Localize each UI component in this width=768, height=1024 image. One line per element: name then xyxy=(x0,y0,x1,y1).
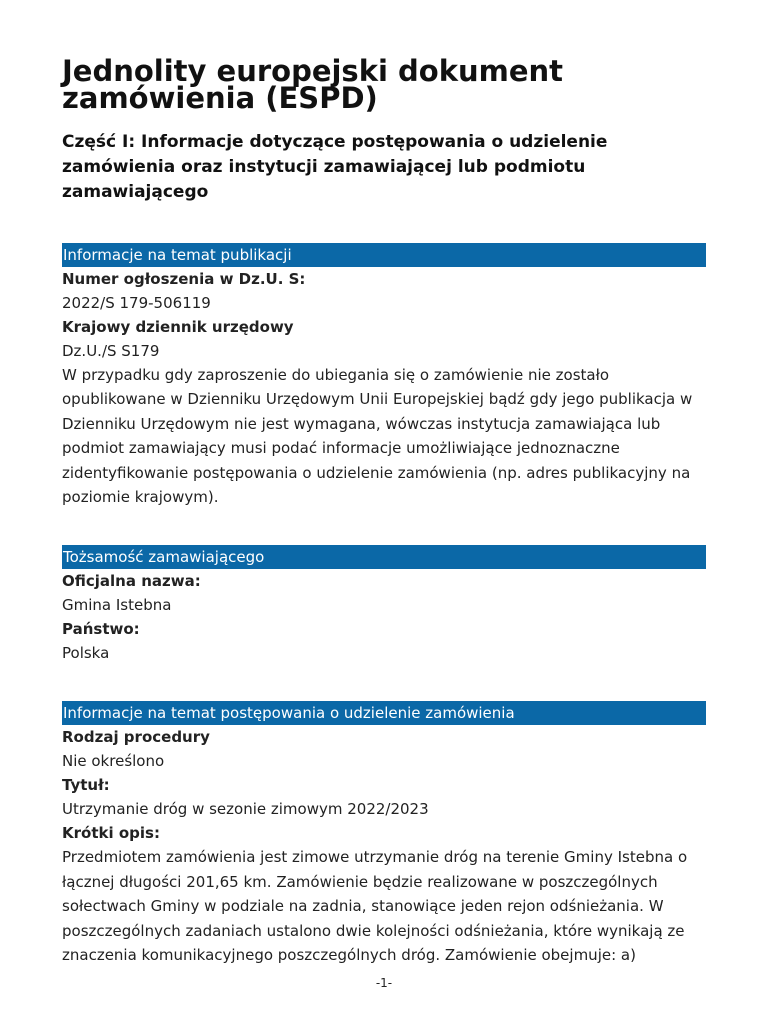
procedure-type-label: Rodzaj procedury xyxy=(62,728,210,747)
page-number: -1- xyxy=(375,976,393,990)
national-journal-label: Krajowy dziennik urzędowy xyxy=(62,318,294,336)
procedure-title-value: Utrzymanie dróg w sezonie zimowym 2022/2023 xyxy=(62,800,429,819)
official-name-label: Oficjalna nazwa: xyxy=(62,572,201,591)
document-title: Jednolity europejski dokument zamówienia (ESPD) xyxy=(62,54,564,115)
notice-number-value: 2022/S 179-506119 xyxy=(62,294,211,312)
short-description-value: Przedmiotem zamówienia jest zimowe utrzymanie dróg na terenie Gminy Istebna o łącznej długości 201,65 km. Zamówienie będzie realizowane w poszczególnych sołectwach Gminy w podziale na zadnia, stanowiące jeden rejon odśnieżania. W poszczególnych zadaniach ustalono dwie kolejności odśnieżania, które wynikają ze znaczenia komunikacyjnego poszczególnych dróg. Zamówienie obejmuje: a) xyxy=(62,848,688,965)
official-name-value: Gmina Istebna xyxy=(62,596,172,615)
procedure-title-label: Tytuł: xyxy=(62,776,110,795)
procedure-section xyxy=(62,701,706,967)
document-page xyxy=(62,54,706,967)
notice-number-label: Numer ogłoszenia w Dz.U. S: xyxy=(62,270,306,288)
buyer-section xyxy=(62,545,706,665)
country-value: Polska xyxy=(62,644,110,663)
buyer-section-header: Tożsamość zamawiającego xyxy=(62,545,706,569)
publication-note: W przypadku gdy zaproszenie do ubiegania się o zamówienie nie zostało opublikowane w Dzienniku Urzędowym Unii Europejskiej bądź gdy jego publikacja w Dzienniku Urzędowym nie jest wymagana, wówczas instytucja zamawiająca lub podmiot zamawiający musi podać informacje umożliwiające jednoznaczne zidentyfikowanie postępowania o udzielenie zamówienia (np. adres publikacyjny na poziomie krajowym). xyxy=(62,366,693,507)
part-title: Część I: Informacje dotyczące postępowania o udzielenie zamówienia oraz instytucji zamawiającej lub podmiotu zamawiającego xyxy=(62,132,608,202)
national-journal-value: Dz.U./S S179 xyxy=(62,342,160,360)
publication-section-header: Informacje na temat publikacji xyxy=(62,243,706,267)
procedure-section-header: Informacje na temat postępowania o udzielenie zamówienia xyxy=(62,701,706,725)
short-description-label: Krótki opis: xyxy=(62,824,160,843)
country-label: Państwo: xyxy=(62,620,140,639)
publication-section xyxy=(62,243,706,509)
procedure-type-value: Nie określono xyxy=(62,752,165,771)
